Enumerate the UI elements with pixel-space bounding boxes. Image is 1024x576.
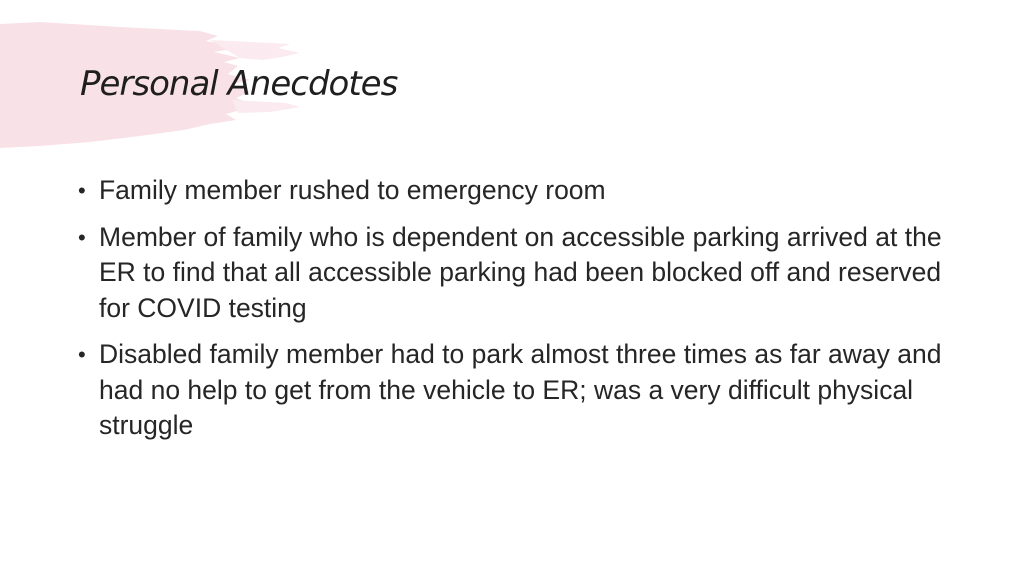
bullet-glyph: • (78, 224, 86, 250)
bullet-text: Disabled family member had to park almost three times as far away and had no help to get from the vehicle to ER; was a very difficult physical struggle (99, 339, 942, 440)
bullet-text: Member of family who is dependent on accessible parking arrived at the ER to find that all accessible parking had been blocked off and reserved for COVID testing (99, 221, 942, 323)
bullet-glyph: • (78, 178, 86, 203)
bullet-item (78, 173, 958, 209)
bullet-text: Family member rushed to emergency room (99, 175, 606, 205)
bullet-list (78, 173, 958, 455)
bullet-item (78, 337, 958, 444)
bullet-item (78, 220, 958, 327)
bullet-glyph: • (78, 342, 86, 367)
slide-title: Personal Anecdotes (80, 64, 398, 104)
